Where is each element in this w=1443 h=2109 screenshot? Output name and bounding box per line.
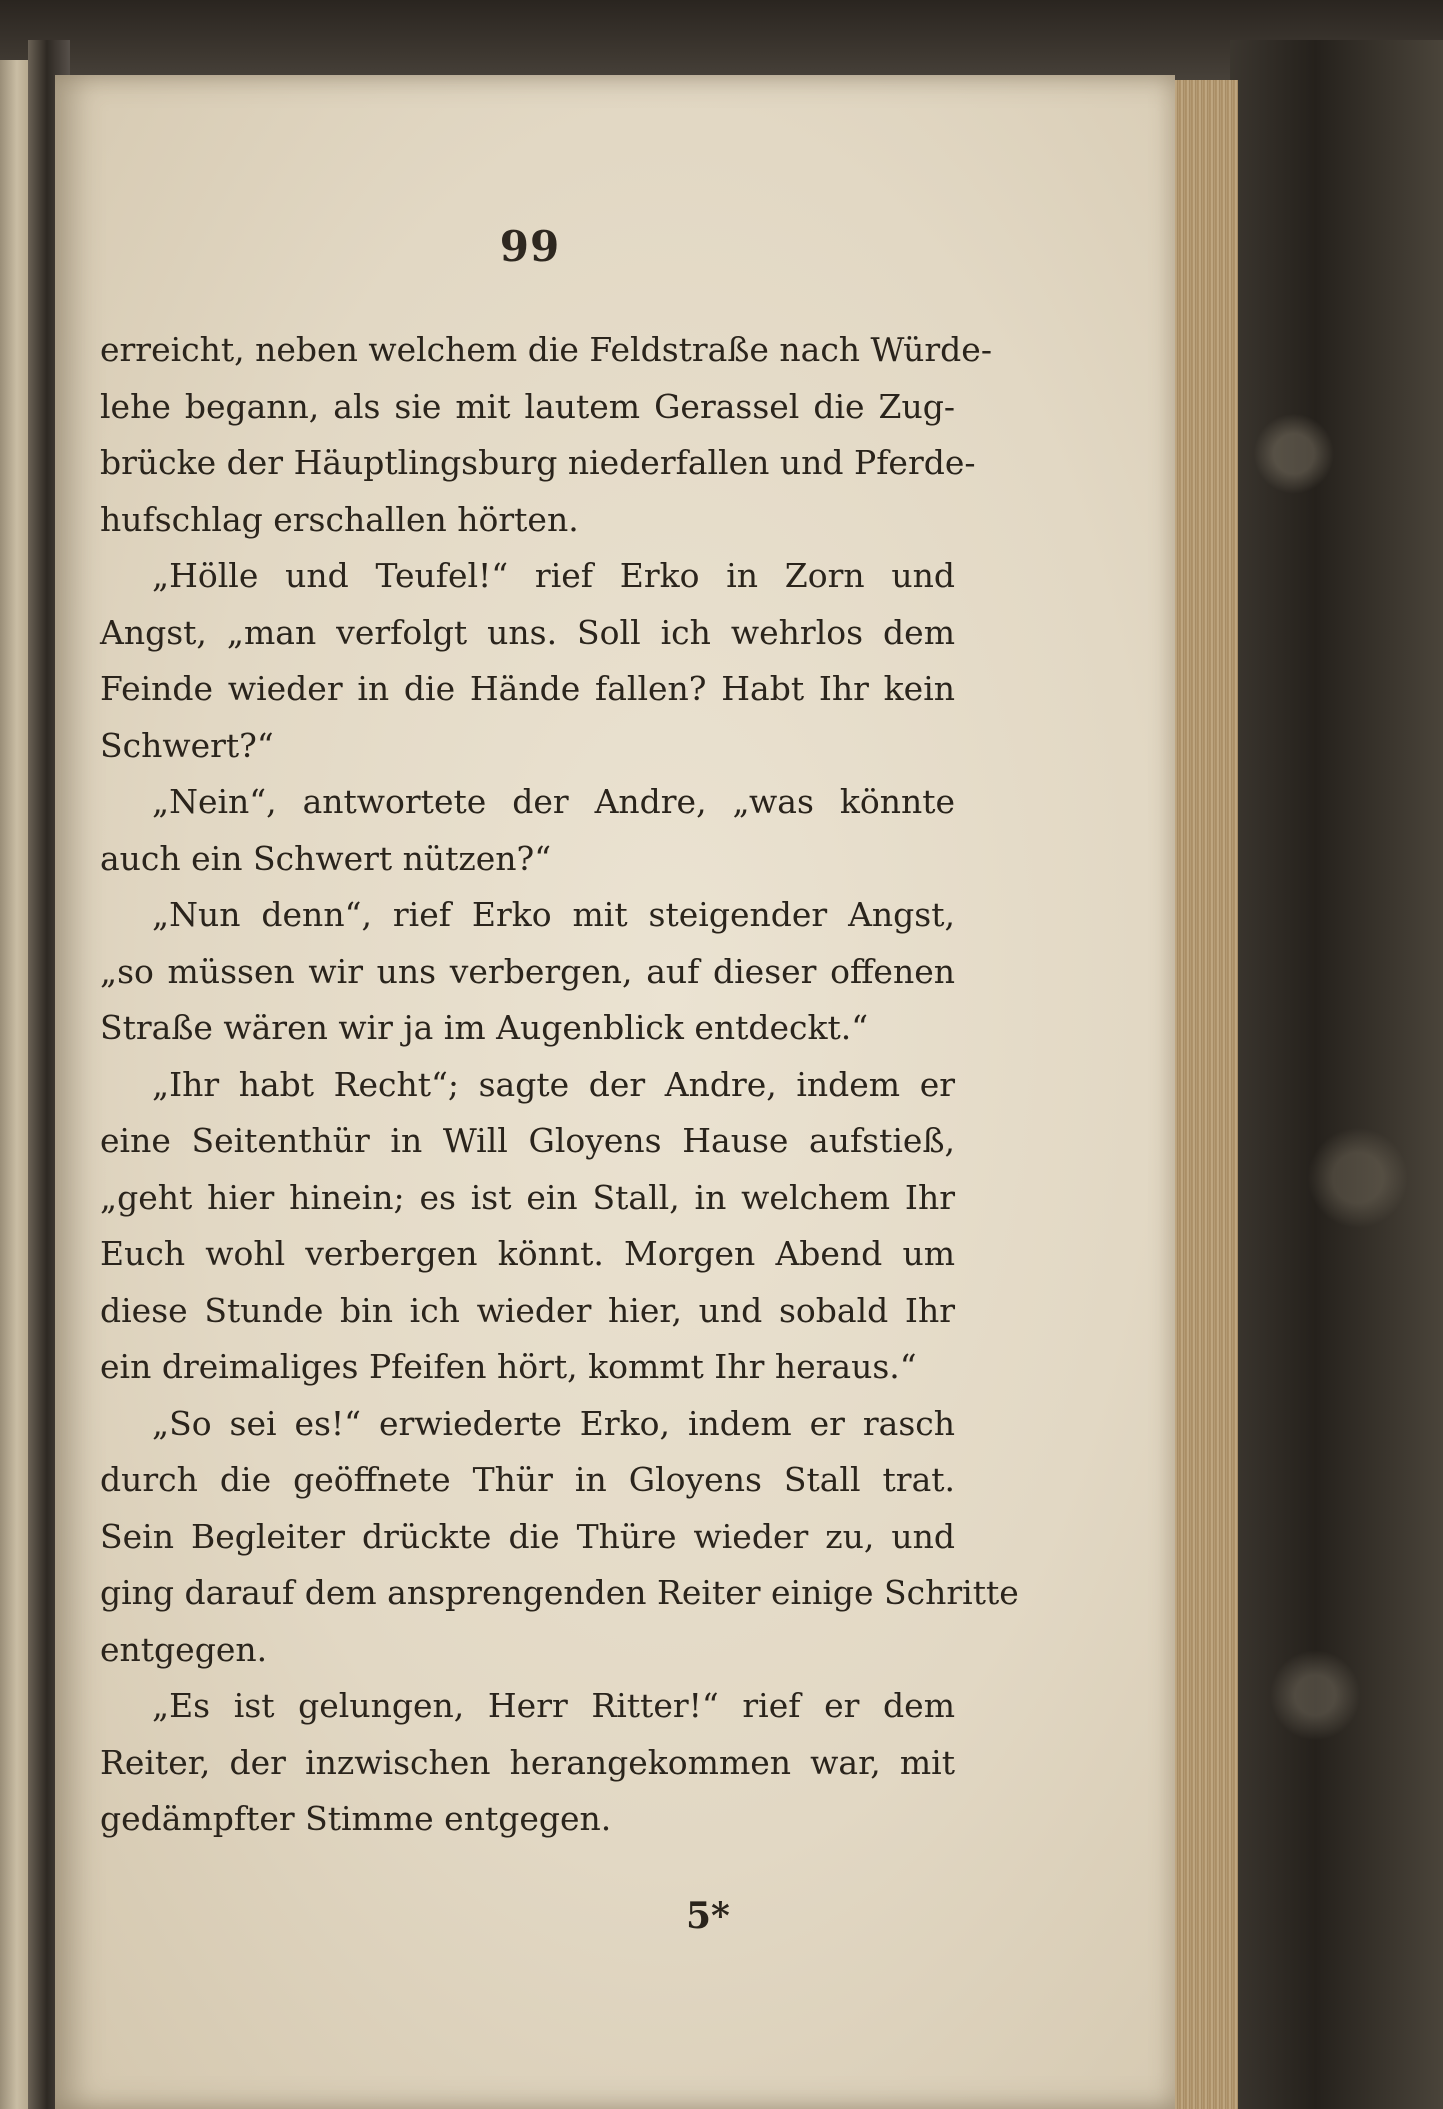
text-line: gedämpfter Stimme entgegen.: [100, 1799, 612, 1838]
text-line: „Es ist gelungen, Herr Ritter!“ rief er dem: [152, 1686, 955, 1725]
text-line: auch ein Schwert nützen?“: [100, 838, 552, 878]
text-line: „Nun denn“, rief Erko mit steigender Angst,: [152, 895, 955, 934]
book-cover: [1230, 40, 1443, 2109]
text-line: „Ihr habt Recht“; sagte der Andre, indem er: [152, 1064, 955, 1104]
text-line: Schwert?“: [100, 725, 274, 765]
text-line: Feinde wieder in die Hände fallen? Habt Ihr kein: [100, 669, 955, 708]
text-line: „Nein“, antwortete der Andre, „was könnte: [152, 782, 955, 821]
text-line: Straße wären wir ja im Augenblick entdeckt.“: [100, 1008, 869, 1047]
text-line: „geht hier hinein; es ist ein Stall, in welchem Ihr: [100, 1177, 955, 1217]
text-line: eine Seitenthür in Will Gloyens Hause aufstieß,: [100, 1121, 955, 1160]
text-line: Angst, „man verfolgt uns. Soll ich wehrlos dem: [100, 612, 955, 652]
text-line: ging darauf dem ansprengenden Reiter einige Schritte: [100, 1573, 1019, 1612]
text-line: Euch wohl verbergen könnt. Morgen Abend um: [100, 1234, 955, 1273]
text-line: ein dreimaliges Pfeifen hört, kommt Ihr heraus.“: [100, 1347, 917, 1386]
text-line: „so müssen wir uns verbergen, auf dieser offenen: [100, 951, 955, 991]
text-line: entgegen.: [100, 1629, 268, 1669]
body-text: [100, 322, 1019, 1848]
signature-mark: 5*: [686, 1895, 730, 1937]
text-line: brücke der Häuptlingsburg niederfallen und Pferde-: [100, 443, 976, 482]
text-line: „So sei es!“ erwiederte Erko, indem er rasch: [152, 1403, 955, 1443]
text-line: lehe begann, als sie mit lautem Gerassel die Zug-: [100, 386, 955, 426]
text-line: Sein Begleiter drückte die Thüre wieder zu, und: [100, 1516, 955, 1556]
text-line: hufschlag erschallen hörten.: [100, 499, 579, 539]
left-page-edge: [0, 60, 28, 2109]
text-line: durch die geöffnete Thür in Gloyens Stall trat.: [100, 1460, 955, 1499]
text-line: diese Stunde bin ich wieder hier, und sobald Ihr: [100, 1290, 955, 1330]
text-line: Reiter, der inzwischen herangekommen war, mit: [100, 1742, 955, 1782]
page-number: 99: [499, 222, 561, 271]
text-line: erreicht, neben welchem die Feldstraße nach Würde-: [100, 330, 992, 369]
text-line: „Hölle und Teufel!“ rief Erko in Zorn und: [152, 556, 955, 595]
